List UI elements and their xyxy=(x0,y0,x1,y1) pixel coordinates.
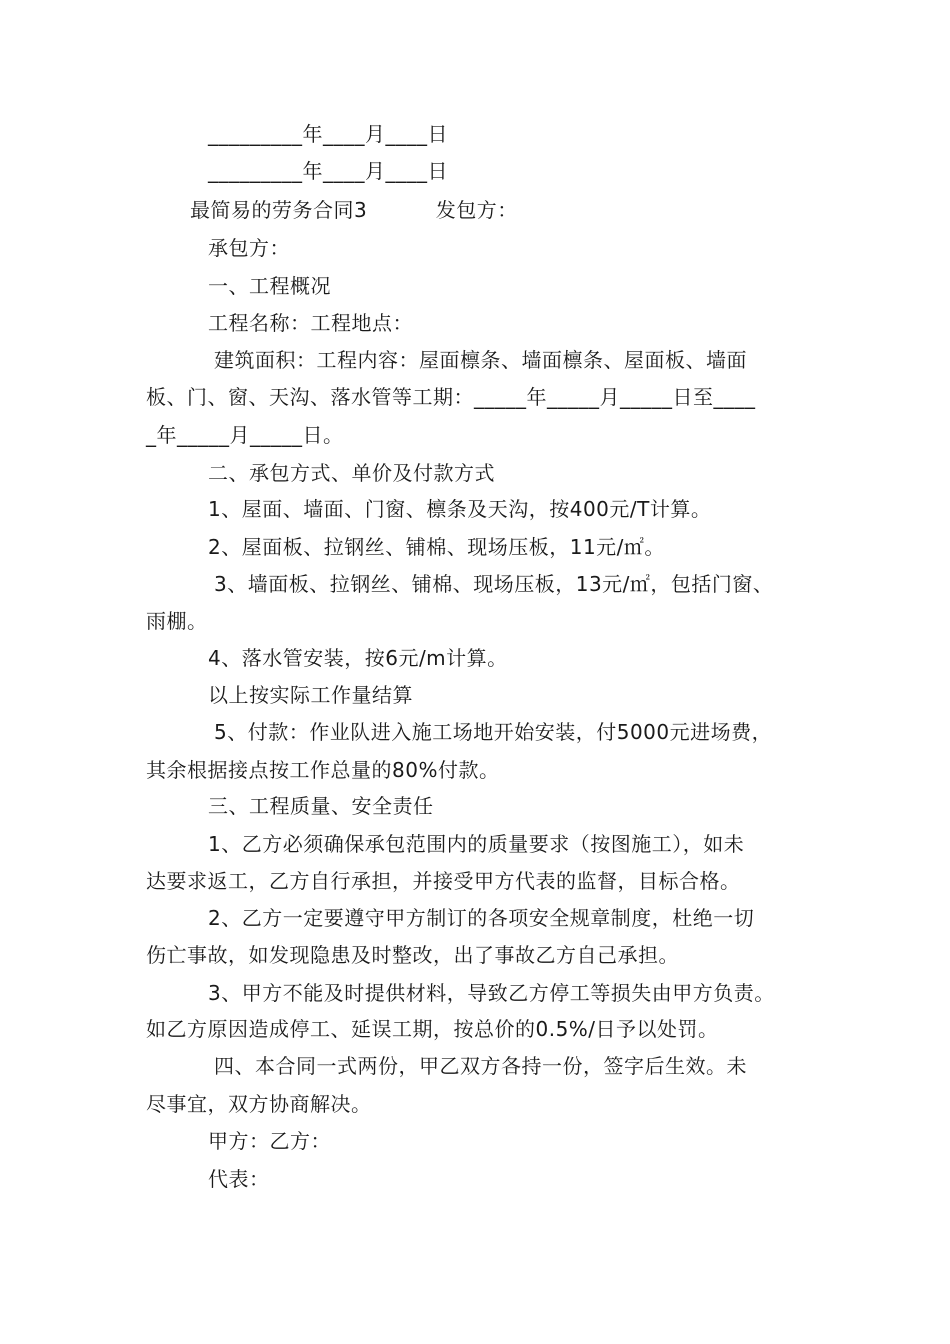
paragraph-line: 雨棚。 xyxy=(146,609,208,633)
section-heading-2: 二、承包方式、单价及付款方式 xyxy=(208,461,495,485)
paragraph-line: 2、屋面板、拉钢丝、铺棉、现场压板，11元/㎡。 xyxy=(208,535,665,559)
paragraph-line: 板、门、窗、天沟、落水管等工期：_____年_____月_____日至____ xyxy=(146,385,756,409)
paragraph-line: 建筑面积：工程内容：屋面檩条、墙面檩条、屋面板、墙面 xyxy=(214,348,747,372)
project-name-line: 工程名称：工程地点： xyxy=(208,311,413,335)
paragraph-line: 4、落水管安装，按6元/m计算。 xyxy=(208,646,508,670)
paragraph-line: 3、甲方不能及时提供材料，导致乙方停工等损失由甲方负责。 xyxy=(208,981,775,1005)
paragraph-line: 1、乙方必须确保承包范围内的质量要求（按图施工），如未 xyxy=(208,832,745,856)
date-line-1: _________年____月____日 xyxy=(208,122,448,146)
representative-line: 代表： xyxy=(208,1167,270,1191)
paragraph-line: 5、付款：作业队进入施工场地开始安装，付5000元进场费， xyxy=(214,720,773,744)
paragraph-line: 尽事宜，双方协商解决。 xyxy=(146,1092,372,1116)
signature-parties-line: 甲方：乙方： xyxy=(208,1129,331,1153)
section-heading-4: 四、本合同一式两份，甲乙双方各持一份，签字后生效。未 xyxy=(214,1054,747,1078)
paragraph-line: 伤亡事故，如发现隐患及时整改，出了事故乙方自己承担。 xyxy=(146,943,679,967)
section-heading-3: 三、工程质量、安全责任 xyxy=(208,794,434,818)
paragraph-line: 以上按实际工作量结算 xyxy=(208,683,413,707)
paragraph-line: 如乙方原因造成停工、延误工期，按总价的0.5%/日予以处罚。 xyxy=(146,1017,719,1041)
paragraph-line: 达要求返工，乙方自行承担，并接受甲方代表的监督，目标合格。 xyxy=(146,869,741,893)
contractor-line: 承包方： xyxy=(208,236,290,260)
paragraph-line: 3、墙面板、拉钢丝、铺棉、现场压板，13元/㎡，包括门窗、 xyxy=(214,572,774,596)
paragraph-line: 2、乙方一定要遵守甲方制订的各项安全规章制度，杜绝一切 xyxy=(208,906,755,930)
date-line-2: _________年____月____日 xyxy=(208,159,448,183)
section-heading-1: 一、工程概况 xyxy=(208,274,331,298)
paragraph-line: _年_____月_____日。 xyxy=(146,423,344,447)
contract-title-line: 最简易的劳务合同3 发包方： xyxy=(190,198,518,222)
paragraph-line: 1、屋面、墙面、门窗、檩条及天沟，按400元/T计算。 xyxy=(208,497,712,521)
paragraph-line: 其余根据接点按工作总量的80%付款。 xyxy=(146,758,500,782)
